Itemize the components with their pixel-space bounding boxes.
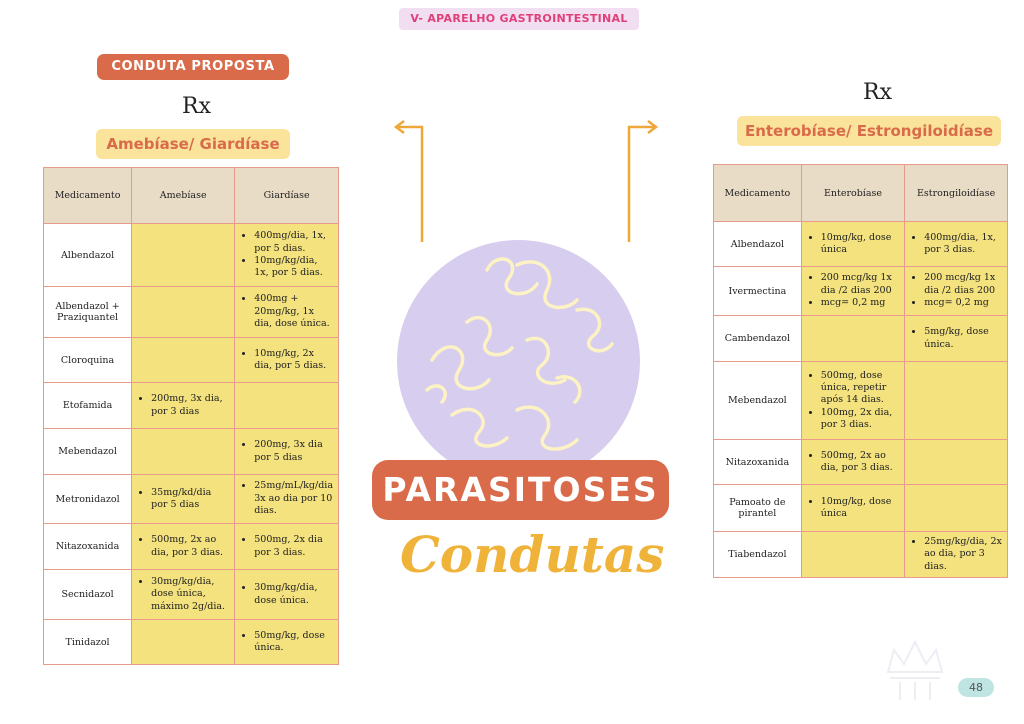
dosage-cell-second bbox=[235, 429, 339, 475]
dosage-cell-second bbox=[235, 475, 339, 524]
dosage-item: • 500mg, 2x ao dia, por 3 dias. bbox=[821, 450, 899, 475]
table-row bbox=[44, 287, 339, 338]
medication-name: Mebendazol bbox=[44, 429, 132, 475]
dosage-cell-second bbox=[235, 224, 339, 287]
dosage-cell-first bbox=[801, 440, 904, 485]
dosage-item: • 400mg + 20mg/kg, 1x dia, dose única. bbox=[254, 293, 333, 330]
rx-symbol-right: Rx bbox=[863, 80, 892, 105]
table-row bbox=[44, 338, 339, 383]
enterobiase-estrongiloidiase-title: Enterobíase/ Estrongiloidíase bbox=[737, 116, 1001, 146]
dosage-cell-first bbox=[801, 267, 904, 316]
medication-name: Albendazol + Praziquantel bbox=[44, 287, 132, 338]
medication-name: Albendazol bbox=[714, 222, 802, 267]
dosage-cell-second bbox=[905, 362, 1008, 440]
dosage-cell-second bbox=[235, 570, 339, 620]
dosage-item: • 200 mcg/kg 1x dia /2 dias 200 bbox=[924, 272, 1002, 297]
dosage-cell-second bbox=[905, 532, 1008, 578]
dosage-cell-first bbox=[132, 383, 235, 429]
table-row bbox=[714, 532, 1008, 578]
section-tag: V- APARELHO GASTROINTESTINAL bbox=[399, 8, 639, 30]
medication-name: Tiabendazol bbox=[714, 532, 802, 578]
dosage-cell-first bbox=[132, 620, 235, 665]
medication-name: Nitazoxanida bbox=[44, 524, 132, 570]
table-row bbox=[44, 475, 339, 524]
dosage-cell-first bbox=[801, 222, 904, 267]
dosage-cell-first bbox=[801, 532, 904, 578]
medication-name: Metronidazol bbox=[44, 475, 132, 524]
dosage-cell-second bbox=[905, 222, 1008, 267]
dosage-cell-first bbox=[132, 429, 235, 475]
column-header: Giardíase bbox=[235, 168, 339, 224]
medication-name: Cloroquina bbox=[44, 338, 132, 383]
dosage-item: • 500mg, 2x dia por 3 dias. bbox=[254, 534, 333, 559]
table-row bbox=[714, 362, 1008, 440]
table-row bbox=[44, 570, 339, 620]
dosage-item: • 400mg/dia, 1x, por 3 dias. bbox=[924, 232, 1002, 257]
rx-symbol-left: Rx bbox=[182, 94, 211, 119]
table-row bbox=[714, 440, 1008, 485]
dosage-cell-second bbox=[905, 316, 1008, 362]
dosage-item: • 10mg/kg/dia, 1x, por 5 dias. bbox=[254, 255, 333, 280]
dosage-cell-first bbox=[801, 316, 904, 362]
page-number: 48 bbox=[958, 678, 994, 697]
dosage-item: • 35mg/kd/dia por 5 dias bbox=[151, 487, 229, 512]
table-row bbox=[44, 524, 339, 570]
table-row bbox=[44, 620, 339, 665]
dosage-cell-first bbox=[801, 485, 904, 532]
amebiase-giardiase-table bbox=[43, 167, 339, 665]
dosage-cell-second bbox=[235, 287, 339, 338]
medication-name: Cambendazol bbox=[714, 316, 802, 362]
dosage-item: • mcg= 0,2 mg bbox=[924, 297, 1002, 309]
dosage-item: • 200mg, 3x dia, por 3 dias bbox=[151, 393, 229, 418]
crown-watermark-icon bbox=[880, 632, 950, 702]
medication-name: Nitazoxanida bbox=[714, 440, 802, 485]
dosage-item: • 25mg/mL/kg/dia 3x ao dia por 10 dias. bbox=[254, 480, 333, 517]
medication-name: Pamoato de pirantel bbox=[714, 485, 802, 532]
dosage-item: • 100mg, 2x dia, por 3 dias. bbox=[821, 407, 899, 432]
medication-name: Secnidazol bbox=[44, 570, 132, 620]
arrow-right-icon bbox=[620, 118, 662, 244]
dosage-cell-first bbox=[132, 570, 235, 620]
column-header: Enterobíase bbox=[801, 165, 904, 222]
table-row bbox=[714, 485, 1008, 532]
column-header: Amebíase bbox=[132, 168, 235, 224]
dosage-cell-first bbox=[132, 524, 235, 570]
dosage-cell-first bbox=[132, 224, 235, 287]
column-header: Medicamento bbox=[44, 168, 132, 224]
dosage-cell-second bbox=[235, 383, 339, 429]
dosage-item: • 50mg/kg, dose única. bbox=[254, 630, 333, 655]
arrow-left-icon bbox=[390, 118, 430, 244]
table-row bbox=[44, 224, 339, 287]
dosage-cell-second bbox=[235, 524, 339, 570]
medication-name: Ivermectina bbox=[714, 267, 802, 316]
column-header: Estrongiloidíase bbox=[905, 165, 1008, 222]
parasitoses-title: PARASITOSES bbox=[372, 460, 669, 520]
dosage-item: • 10mg/kg, dose única bbox=[821, 496, 899, 521]
dosage-item: • 200 mcg/kg 1x dia /2 dias 200 bbox=[821, 272, 899, 297]
medication-name: Etofamida bbox=[44, 383, 132, 429]
dosage-cell-first bbox=[132, 475, 235, 524]
medication-name: Mebendazol bbox=[714, 362, 802, 440]
medication-name: Albendazol bbox=[44, 224, 132, 287]
dosage-cell-second bbox=[235, 620, 339, 665]
dosage-item: • 500mg, 2x ao dia, por 3 dias. bbox=[151, 534, 229, 559]
dosage-item: • 5mg/kg, dose única. bbox=[924, 326, 1002, 351]
dosage-item: • 10mg/kg, dose única bbox=[821, 232, 899, 257]
dosage-item: • 25mg/kg/dia, 2x ao dia, por 3 dias. bbox=[924, 536, 1002, 573]
dosage-item: • 400mg/dia, 1x, por 5 dias. bbox=[254, 230, 333, 255]
table-row bbox=[44, 383, 339, 429]
dosage-item: • 200mg, 3x dia por 5 dias bbox=[254, 439, 333, 464]
dosage-item: • 30mg/kg/dia, dose única, máximo 2g/dia. bbox=[151, 576, 229, 613]
dosage-item: • 10mg/kg, 2x dia, por 5 dias. bbox=[254, 348, 333, 373]
table-row bbox=[44, 429, 339, 475]
dosage-item: • 30mg/kg/dia, dose única. bbox=[254, 582, 333, 607]
dosage-cell-first bbox=[132, 287, 235, 338]
conduta-proposta-badge: CONDUTA PROPOSTA bbox=[97, 54, 289, 80]
enterobiase-estrongiloidiase-table bbox=[713, 164, 1008, 578]
table-row bbox=[714, 222, 1008, 267]
table-row bbox=[714, 267, 1008, 316]
column-header: Medicamento bbox=[714, 165, 802, 222]
dosage-cell-second bbox=[905, 267, 1008, 316]
dosage-cell-second bbox=[905, 485, 1008, 532]
dosage-item: • 500mg, dose única, repetir após 14 dias. bbox=[821, 370, 899, 407]
dosage-cell-first bbox=[801, 362, 904, 440]
dosage-cell-first bbox=[132, 338, 235, 383]
dosage-item: • mcg= 0,2 mg bbox=[821, 297, 899, 309]
dosage-cell-second bbox=[905, 440, 1008, 485]
amebiase-giardiase-title: Amebíase/ Giardíase bbox=[96, 129, 290, 159]
condutas-subtitle: Condutas bbox=[400, 525, 665, 584]
worms-icon bbox=[397, 240, 640, 483]
medication-name: Tinidazol bbox=[44, 620, 132, 665]
table-row bbox=[714, 316, 1008, 362]
dosage-cell-second bbox=[235, 338, 339, 383]
